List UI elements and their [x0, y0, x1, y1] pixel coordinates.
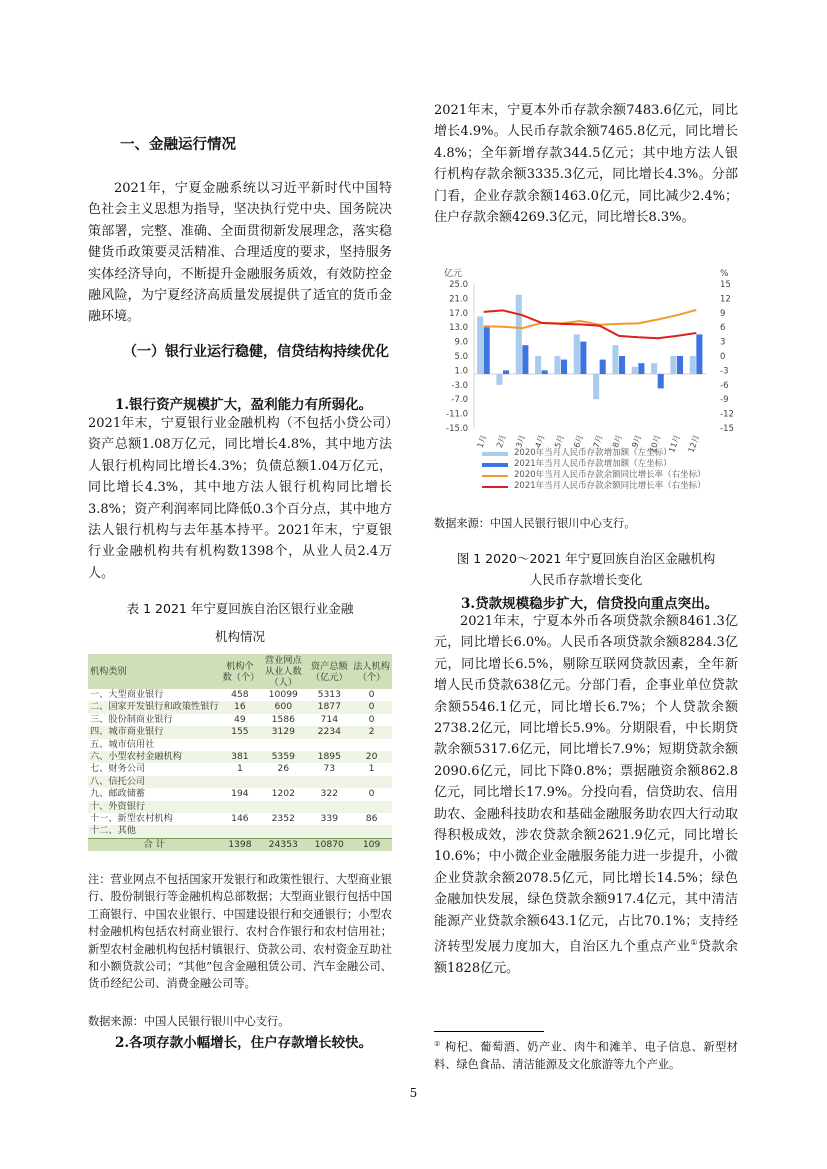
left-tick-label: -7.0 [451, 395, 468, 406]
right-tick-label: -6 [720, 380, 729, 391]
legend-swatch-2021-bar [482, 463, 508, 467]
bar-2021 [580, 342, 586, 374]
left-tick-label: 1.0 [454, 366, 468, 377]
left-tick-label: 5.0 [454, 352, 468, 362]
point2-text: 2021年末，宁夏本外币存款余额7483.6亿元，同比增长4.9%。人民币存款余额7465.8亿元，同比增长4.8%；全年新增存款344.5亿元；其中地方法人银行机构存款余额3335.3亿元，同比增长4.3%。分部门看，企业存款余额1463.0亿元，同比减少2.4%；住户存款余额4269.3亿元，同比增长8.3%。 [434, 103, 738, 226]
table-cell-value: 0 [351, 701, 392, 713]
x-tick-label: 6月 [572, 433, 586, 449]
table-row [88, 763, 392, 775]
table-cell-category: 三、股份制商业银行 [90, 713, 173, 725]
footnote-text: 枸杞、葡萄酒、奶产业、肉牛和滩羊、电子信息、新型材料、绿色食品、清洁能源及文化旅游等九个产业。 [434, 1040, 738, 1072]
table-cell-category: 八、信托公司 [88, 776, 221, 788]
footnote [434, 1036, 738, 1074]
point3-text [434, 611, 738, 979]
table-cell-value: 86 [365, 813, 378, 825]
point1-title: 1.银行资产规模扩大，盈利能力有所弱化。 [115, 397, 373, 413]
left-tick-label: 17.0 [449, 308, 468, 319]
table-cell-value: 73 [323, 763, 336, 775]
table-cell-value: 146 [231, 813, 249, 825]
table-row [88, 813, 392, 825]
table-cell-value [221, 776, 260, 788]
x-tick-label: 11月 [667, 433, 682, 454]
table-cell-value: 1202 [271, 788, 295, 800]
bar-2020 [516, 295, 522, 374]
legend-item-2020-line [482, 470, 722, 481]
table-cell-category: 七、财务公司 [90, 763, 146, 775]
table-cell-category: 十、外资银行 [88, 801, 221, 813]
right-tick-label: 6 [720, 323, 726, 334]
x-tick-label: 1月 [475, 433, 489, 449]
table-header-staff: 营业网点从业人数（人） [259, 654, 307, 689]
table-cell-value: 194 [231, 788, 249, 800]
table-cell-value [307, 739, 351, 751]
table-caption-line1: 表 1 2021 年宁夏回族自治区银行业金融 [126, 601, 354, 616]
table-cell-value [351, 825, 392, 838]
footnote-marker: ① [690, 938, 698, 948]
legend-label-2020-line: 2020年当月人民币存款余额同比增长率（右坐标） [514, 470, 706, 480]
table-cell-value: 339 [320, 813, 339, 825]
table-cell-value: 2352 [271, 813, 295, 825]
point3-text-b: 贷款余额1828亿元。 [434, 939, 738, 976]
table-total-row [88, 838, 392, 851]
table-row [88, 689, 392, 701]
table-cell-value: 10870 [307, 838, 351, 851]
table-cell-value [221, 801, 260, 813]
table-cell-value: 1586 [271, 713, 295, 725]
table-cell-value: 26 [277, 763, 290, 775]
bank-table-wrapper [88, 654, 392, 851]
table-cell-value: 1 [236, 763, 243, 775]
section-title: 一、金融运行情况 [120, 136, 236, 153]
x-tick-label: 8月 [610, 433, 624, 449]
table-header-category: 机构类别 [88, 654, 221, 689]
table-cell-value [259, 739, 307, 751]
table-caption-line2: 机构情况 [214, 629, 265, 644]
x-tick-label: 5月 [552, 433, 566, 449]
bar-2020 [612, 345, 618, 374]
intro-paragraph: 2021年，宁夏金融系统以习近平新时代中国特色社会主义思想为指导，坚决执行党中央、国务院决策部署，完整、准确、全面贯彻新发展理念，落实稳健货币政策要灵活精准、合理适度的要求，坚持服务实体经济导向，不断提升金融服务质效，有效防控金融风险，为宁夏经济高质量发展提供了适宜的货币金融环境。 [88, 181, 392, 325]
table-note: 注：营业网点不包括国家开发银行和政策性银行、大型商业银行、股份制银行等金融机构总部数据；大型商业银行包括中国工商银行、中国农业银行、中国建设银行和交通银行；小型农村金融机构包括农村商业银行、农村合作银行和农村信用社；新型农村金融机构包括村镇银行、贷款公司、农村资金互助社和小额贷款公司；“其他”包含金融租赁公司、汽车金融公司、货币经纪公司、消费金融公司等。 [88, 873, 392, 991]
table-row [88, 776, 392, 788]
bar-2021 [561, 360, 567, 374]
bar-2021 [600, 360, 606, 374]
right-tick-label: -12 [720, 409, 734, 420]
table-cell-value: 20 [351, 751, 392, 763]
table-cell-value: 458 [231, 689, 249, 700]
left-tick-label: -11.0 [446, 409, 468, 420]
table-cell-category: 十一、新型农村机构 [90, 813, 173, 825]
chart-legend [482, 448, 722, 492]
table-header-count: 机构个数（个） [221, 654, 260, 689]
table-row [88, 714, 392, 726]
bar-2020 [651, 363, 657, 374]
table-cell-value: 5313 [317, 689, 341, 700]
bar-2020 [593, 374, 599, 399]
point2-title: 2.各项存款小幅增长，住户存款增长较快。 [115, 1035, 373, 1051]
table-cell-value [351, 776, 392, 788]
table-cell-value: 0 [368, 689, 375, 700]
legend-swatch-2021-line [482, 486, 508, 488]
bar-2021 [696, 334, 702, 374]
table-cell-value: 600 [259, 701, 307, 713]
chart-source: 数据来源：中国人民银行银川中心支行。 [434, 517, 636, 530]
table-cell-category: 二、国家开发银行和政策性银行 [90, 701, 219, 713]
table-cell-category: 六、小型农村金融机构 [88, 751, 221, 763]
table-cell-value: 714 [320, 713, 339, 725]
table-cell-value: 0 [368, 788, 375, 800]
table-cell-value: 5359 [259, 751, 307, 763]
table-cell-category: 五、城市信用社 [90, 738, 155, 750]
table-cell-value: 10099 [268, 689, 298, 700]
right-axis-unit: % [720, 269, 729, 279]
table-cell-value: 1 [368, 763, 375, 775]
legend-label-2021-line: 2021年当月人民币存款余额同比增长率（右坐标） [514, 481, 706, 491]
table-cell-value [221, 739, 260, 751]
right-tick-label: 12 [720, 294, 731, 305]
table-row [88, 751, 392, 763]
legend-swatch-2020-line [482, 475, 508, 477]
right-tick-label: -9 [720, 395, 729, 406]
bar-2020 [477, 316, 483, 374]
table-cell-value [259, 776, 307, 788]
table-cell-value: 3129 [259, 726, 307, 738]
table-cell-value [259, 801, 307, 813]
legend-item-2021-bar [482, 459, 722, 470]
legend-item-2021-line [482, 481, 722, 492]
bar-2020 [554, 356, 560, 374]
figure-caption-line2: 人民币存款增长变化 [529, 572, 643, 587]
table-cell-value: 49 [234, 713, 246, 725]
table-row [88, 825, 392, 838]
x-tick-label: 9月 [630, 433, 644, 449]
bar-2021 [522, 345, 528, 374]
right-tick-label: -15 [720, 424, 734, 434]
left-tick-label: 9.0 [454, 337, 468, 348]
x-tick-label: 12月 [686, 433, 702, 454]
table-cell-value: 1877 [307, 701, 351, 713]
table-row [88, 701, 392, 713]
table-cell-value: 109 [351, 838, 392, 851]
left-tick-label: -15.0 [446, 424, 468, 434]
table-cell-value [351, 801, 392, 813]
bar-2021 [484, 327, 490, 374]
table-cell-category: 一、大型商业银行 [90, 689, 164, 700]
x-tick-label: 4月 [533, 433, 547, 449]
table-cell-value: 1895 [307, 751, 351, 763]
table-header-legal: 法人机构（个） [351, 654, 392, 689]
bar-2021 [619, 356, 625, 374]
table-source: 数据来源：中国人民银行银川中心支行。 [88, 1015, 290, 1028]
bar-2021 [542, 370, 548, 374]
table-cell-value: 1398 [221, 838, 260, 851]
figure-caption-line1: 图 1 2020～2021 年宁夏回族自治区金融机构 [456, 551, 716, 566]
point3-text-a: 2021年末，宁夏本外币各项贷款余额8461.3亿元，同比增长6.0%。人民币各项贷款余额8284.3亿元，同比增长6.5%，剔除互联网贷款因素，全年新增人民币贷款638亿元。分部门看，企事业单位贷款余额5546.1亿元，同比增长6.7%；个人贷款余额2738.2亿元，同比增长5.9%。分期限看，中长期贷款余额5317.6亿元，同比增长7.9%；短期贷款余额2090.6亿元，同比下降0.8%；票据融资余额862.8亿元，同比增长17.9%。分投向看，信贷助农、信用助农、金融科技助农和基础金融服务助农四大行动取得积极成效，涉农贷款余额2621.9亿元，同比增长10.6%；中小微企业金融服务能力进一步提升，小微企业贷款余额2078.5亿元，同比增长14.5%；绿色金融加快发展，绿色贷款余额917.4亿元，其中清洁能源产业贷款余额643.1亿元，占比70.1%；支持经济转型发展力度加大，自治区九个重点产业 [434, 614, 738, 955]
page-number: 5 [409, 1086, 418, 1100]
footnote-marker-2: ① [434, 1040, 441, 1048]
legend-swatch-2020-bar [482, 452, 508, 456]
x-tick-label: 3月 [514, 433, 528, 449]
left-tick-label: -3.0 [451, 380, 468, 391]
bar-2020 [690, 356, 696, 374]
x-tick-label: 2月 [494, 433, 508, 449]
bank-institutions-table [88, 654, 392, 851]
bar-2021 [677, 356, 683, 374]
bar-2020 [496, 374, 502, 385]
point3-title: 3.贷款规模稳步扩大，信贷投向重点突出。 [461, 596, 719, 612]
table-cell-value: 24353 [259, 838, 307, 851]
bar-2021 [638, 363, 644, 374]
bar-2021 [658, 374, 664, 388]
bar-2020 [535, 356, 541, 374]
subsection-title: （一）银行业运行稳健，信贷结构持续优化 [123, 344, 389, 360]
table-row [88, 726, 392, 738]
table-cell-value: 16 [221, 701, 260, 713]
table-row [88, 739, 392, 751]
table-cell-value [307, 825, 351, 838]
table-cell-category: 十二、其他 [88, 825, 221, 838]
table-cell-value [307, 776, 351, 788]
right-tick-label: 9 [720, 308, 726, 319]
point1-text: 2021年末，宁夏银行业金融机构（不包括小贷公司）资产总额1.08万亿元，同比增长4.8%，其中地方法人银行机构同比增长4.3%；负债总额1.04万亿元，同比增长4.3%，其中地方法人银行机构同比增长3.8%；资产利润率同比降低0.3个百分点，其中地方法人银行机构与去年基本持平。2021年末，宁夏银行业金融机构共有机构数1398个，从业人员2.4万人。 [88, 416, 392, 581]
table-cell-value: 2234 [307, 726, 351, 738]
table-cell-value [351, 739, 392, 751]
table-cell-value: 155 [221, 726, 260, 738]
bar-2020 [632, 367, 638, 374]
legend-label-2020-bar: 2020年当月人民币存款增加额（左坐标） [514, 448, 672, 458]
legend-label-2021-bar: 2021年当月人民币存款增加额（左坐标） [514, 459, 672, 469]
left-axis-unit: 亿元 [444, 269, 463, 279]
table-cell-value: 381 [221, 751, 260, 763]
left-tick-label: 13.0 [449, 323, 468, 334]
table-cell-category: 四、城市商业银行 [88, 726, 221, 738]
x-tick-label: 10月 [647, 433, 663, 454]
footnote-divider [434, 1031, 544, 1032]
right-tick-label: 15 [720, 280, 731, 290]
right-tick-label: 3 [720, 337, 726, 348]
legend-item-2020-bar [482, 448, 722, 459]
table-body [88, 689, 392, 851]
left-tick-label: 25.0 [449, 280, 468, 290]
table-row [88, 801, 392, 813]
right-tick-label: 0 [720, 352, 726, 362]
bar-2020 [670, 356, 676, 374]
line-2021 [484, 310, 697, 338]
left-tick-label: 21.0 [449, 294, 468, 305]
bar-2021 [503, 370, 509, 374]
x-tick-label: 7月 [591, 433, 605, 449]
table-cell-value: 322 [320, 788, 339, 800]
bar-2020 [574, 334, 580, 374]
table-cell-value: 0 [368, 713, 375, 725]
table-cell-value [307, 801, 351, 813]
table-cell-category: 合 计 [88, 838, 221, 851]
table-header-assets: 资产总额（亿元） [307, 654, 351, 689]
table-row [88, 788, 392, 800]
table-cell-value [221, 825, 260, 838]
table-cell-value: 2 [351, 726, 392, 738]
right-tick-label: -3 [720, 366, 729, 377]
table-cell-value [259, 825, 307, 838]
table-cell-category: 九、邮政储蓄 [90, 788, 146, 800]
